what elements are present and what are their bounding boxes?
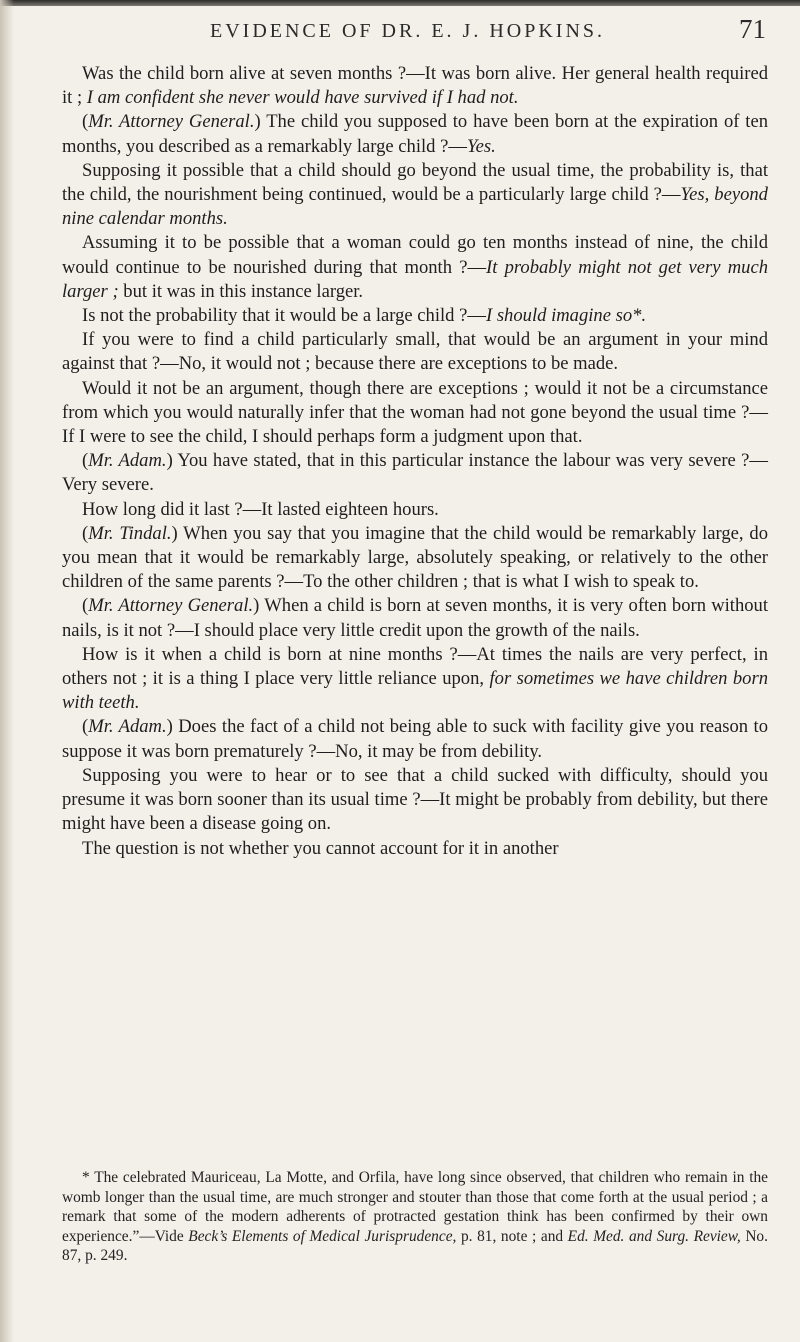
text-run: Would it not be an argument, though there are exceptions ; would it not be a circumstance from which you would naturally infer that the woman had not gone beyond the usual time ?—If I were to see the child, I should perhaps form a judgment upon that. (62, 377, 768, 448)
paragraph (62, 304, 768, 328)
running-header (60, 14, 772, 54)
italic-text-run: Yes, beyond nine calendar months. (62, 184, 768, 230)
italic-text-run: Mr. Attorney General. (88, 111, 255, 133)
text-run: ( (82, 716, 89, 738)
text-run: ( (82, 522, 89, 544)
paragraph (62, 522, 768, 595)
text-run: ) Does the fact of a child not being able to suck with facility give you reason to suppose it was born prematurely ?—No, it may be from debility. (62, 716, 768, 762)
italic-text-run: I should imagine so*. (485, 305, 647, 327)
text-run: No. 87, p. 249. (62, 1227, 768, 1265)
italic-text-run: Yes. (466, 135, 496, 157)
text-run: How long did it last ?—It lasted eighteen hours. (82, 498, 439, 520)
text-run: Is not the probability that it would be a large child ?— (82, 305, 486, 327)
running-title: EVIDENCE OF DR. E. J. HOPKINS. (210, 20, 606, 42)
paragraph (62, 594, 768, 642)
text-run: ) You have stated, that in this particular instance the labour was very severe ?—Very severe. (62, 450, 768, 496)
italic-text-run: Mr. Adam. (88, 450, 167, 472)
text-run: If you were to find a child particularly small, that would be an argument in your mind against that ?—No, it would not ; because there are exceptions to be made. (62, 329, 768, 375)
paragraph (62, 449, 768, 497)
paragraph (62, 328, 768, 376)
text-run: Supposing you were to hear or to see that a child sucked with difficulty, should you presume it was born sooner than its usual time ?—It might be probably from debility, but there might have been a disease going on. (62, 764, 768, 835)
body-text (62, 62, 768, 861)
italic-text-run: Ed. Med. and Surg. Review, (567, 1227, 741, 1245)
paragraph (62, 837, 768, 861)
italic-text-run: for sometimes we have children born with teeth. (62, 668, 768, 714)
text-run: but it was in this instance larger. (118, 280, 364, 302)
text-run: ( (82, 595, 89, 617)
text-run: ( (82, 450, 89, 472)
italic-text-run: Mr. Attorney General. (88, 595, 254, 617)
italic-text-run: Mr. Tindal. (88, 522, 172, 544)
italic-text-run: Beck’s Elements of Medical Jurisprudence, (188, 1227, 457, 1245)
italic-text-run: I am confident she never would have survived if I had not. (86, 87, 519, 109)
top-edge (0, 0, 800, 6)
text-run: ) When a child is born at seven months, it is very often born without nails, is it not ?—I should place very little credit upon the growth of the nails. (62, 595, 769, 641)
paragraph (62, 643, 768, 716)
italic-text-run: Mr. Adam. (88, 716, 167, 738)
text-run: ) The child you supposed to have been born at the expiration of ten months, you described as a remarkably large child ?— (62, 111, 769, 157)
italic-text-run: It probably might not get very much larger ; (62, 256, 768, 302)
text-run: ) When you say that you imagine that the child would be remarkably large, do you mean that it would be remarkably large, absolutely speaking, or relatively to the other children of the same parents ?—To the other children ; that is what I wish to speak to. (62, 522, 768, 593)
paragraph (62, 764, 768, 837)
text-run: Supposing it possible that a child should go beyond the usual time, the probability is, that the child, the nourishment being continued, would be a particularly large child ?— (62, 159, 768, 206)
paragraph (62, 498, 768, 522)
text-run: * The celebrated Mauriceau, La Motte, and Orfila, have long since observed, that children who remain in the womb longer than the usual time, are much stronger and stouter than those that come forth at the usual period ; a remark that some of the modern adherents of protracted gestation think has been confirmed by their own experience.”—Vide (62, 1169, 768, 1245)
footnote (62, 1168, 768, 1266)
paragraph (62, 110, 768, 158)
paragraph (62, 62, 768, 110)
paragraph (62, 231, 768, 304)
binding-shadow (0, 0, 14, 1342)
page-number: 71 (739, 14, 766, 44)
text-run: The question is not whether you cannot account for it in another (82, 837, 559, 859)
text-run: ( (82, 111, 89, 133)
text-run: Assuming it to be possible that a woman could go ten months instead of nine, the child would continue to be nourished during that month ?— (62, 232, 768, 278)
text-run: p. 81, note ; and (456, 1227, 568, 1245)
paragraph (62, 377, 768, 450)
text-run: Was the child born alive at seven months ?—It was born alive. Her general health required it ; (62, 63, 768, 109)
paragraph (62, 159, 768, 232)
paragraph (62, 715, 768, 763)
text-run: How is it when a child is born at nine months ?—At times the nails are very perfect, in others not ; it is a thing I place very little reliance upon, (62, 643, 768, 690)
